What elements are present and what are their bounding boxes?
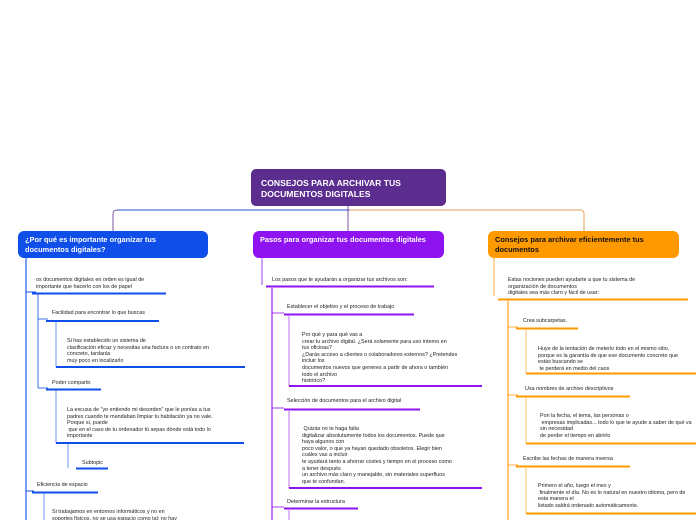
- b3-subtopic-dates[interactable]: Escribe las fechas de manera inversa: [523, 456, 613, 462]
- central-topic[interactable]: CONSEJOS PARA ARCHIVAR TUS DOCUMENTOS DIGITALES: [251, 169, 446, 206]
- b3-subtopic-subfolders[interactable]: Crea subcarpetas.: [523, 318, 568, 324]
- b1-subtopic-find[interactable]: Facilidad para encontrar lo que buscas: [52, 310, 145, 316]
- branch-tips-archive[interactable]: Consejos para archivar eficientemente tus documentos: [488, 231, 679, 258]
- b1-share-text[interactable]: La excusa de "yo entiendo mi desorden" que le ponías a tus padres cuando te mandaban limpiar tu habitación ya no vale. Porque si, puede que en el caso de tu ordenador tú sepas dónde está todo lo importante: [67, 407, 213, 440]
- b3-subfolders-text[interactable]: Huye de la tentación de meterlo todo en el mismo sitio, porque es la garantía de que ese documento concreto que estás buscando se te perderá en medio del caos: [538, 346, 678, 372]
- b1-subtopic-space[interactable]: Eficiencia de espacio: [37, 482, 88, 488]
- b2-subtopic-selection[interactable]: Selección de documentos para el archivo digital: [287, 398, 402, 404]
- b2-subtopic-structure[interactable]: Determinar la estructura: [287, 499, 345, 505]
- b3-names-text[interactable]: Pon la fecha, el tema, las personas o empresas implicadas... todo lo que te ayude a saber de qué va sin necesidad de perder el tiempo en abrirlo: [540, 413, 692, 439]
- b2-objective-text[interactable]: Por qué y para qué vas a crear tu archivo digital. ¿Será solamente para uso interno en tus oficinas? ¿Darás acceso a clientes o colaboradores externos? ¿Pretendes incluir los documentos nuevos que generes a partir de ahora o también todo el archivo histórico?: [302, 332, 458, 385]
- b1-subtopic-placeholder[interactable]: Subtopic: [82, 460, 103, 466]
- b3-subtopic-names[interactable]: Usa nombres de archivo descriptivos: [525, 386, 614, 392]
- b2-subtopic-objective[interactable]: Establecer el objetivo y el proceso de trabajo: [287, 304, 395, 310]
- branch-steps-organize[interactable]: Pasos para organizar tus documentos digitales: [253, 231, 444, 258]
- b1-find-text[interactable]: Si has establecido un sistema de clasificación eficaz y necesitas una factura o un contrato en concreto, tardarás muy poco en localizarlo: [67, 338, 210, 364]
- b2-selection-text[interactable]: Quizás no te haga falta digitalizar absolutamente todos los documentos. Puede que haya algunos con poco valor, o que ya hayan quedado obsoletos. Elegir bien cuáles vas a incluir te ayudará tanto a ahorrar costes y tiempo en el proceso como a tener después un archivo más claro y manejable, sin materiales superfluos que te confundan.: [302, 426, 452, 485]
- b1-intro[interactable]: os documentos digitales en orden es igual de importante que hacerlo con los de papel: [36, 277, 145, 290]
- b2-intro[interactable]: Los pasos que te ayudarán a organizar tus archivos son:: [272, 277, 408, 283]
- b1-space-text[interactable]: Si trabajamos en entornos informáticos y no en soportes físicos, no se usa espacio como tal: no hay: [52, 509, 177, 520]
- b3-dates-text[interactable]: Primero el año, luego el mes y finalmente el día. No es lo natural en nuestro idioma, pero de esta manera el listado saldrá ordenado automáticamente.: [538, 483, 686, 509]
- b3-intro[interactable]: Estas nociones pueden ayudarte a que tu sistema de organización de documentos digitales sea más claro y fácil de usar:: [508, 277, 636, 297]
- b1-subtopic-share[interactable]: Poder compartir.: [52, 380, 92, 386]
- branch-why-organize[interactable]: ¿Por qué es importante organizar tus documentos digitales?: [18, 231, 208, 258]
